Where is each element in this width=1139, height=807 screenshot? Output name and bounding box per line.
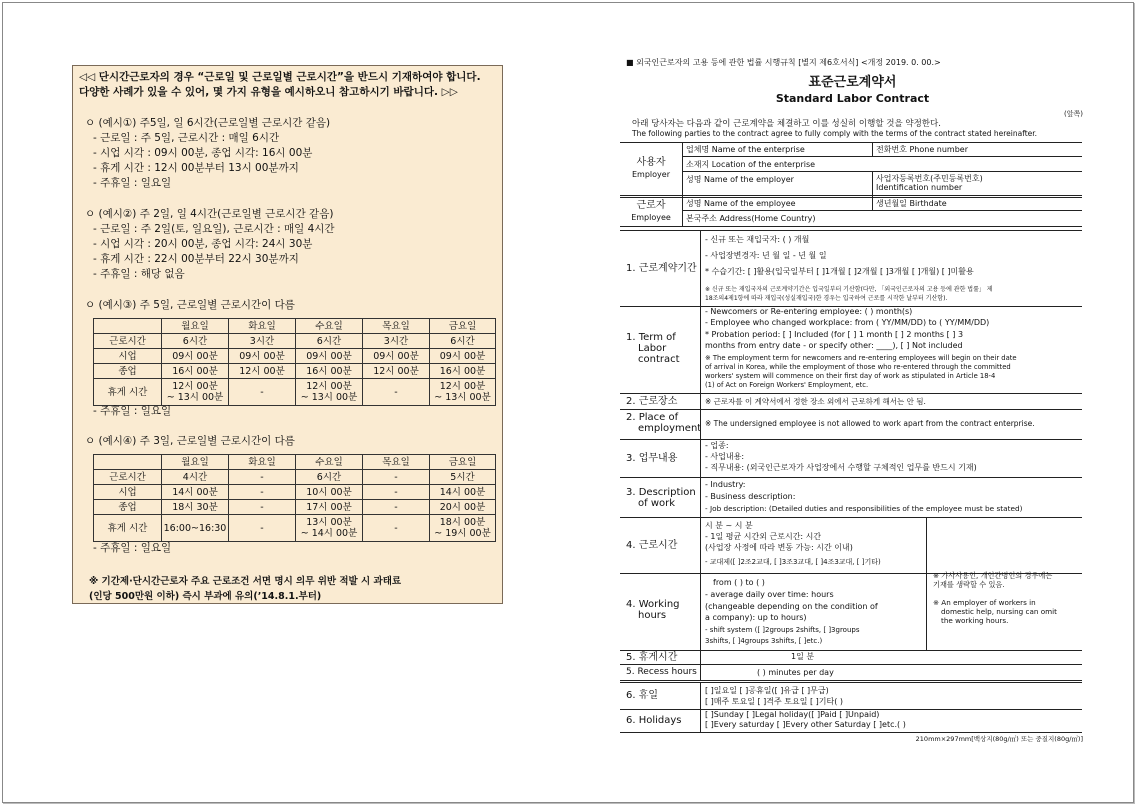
title-line: 4. Working <box>626 599 680 610</box>
table-cell: 09시 00분 <box>162 349 229 364</box>
section-title: 2. 근로장소 <box>626 396 678 407</box>
section-title: 5. Recess hours <box>626 667 697 677</box>
table-header-cell: 목요일 <box>363 319 430 334</box>
table-cell: 09시 00분 <box>430 349 496 364</box>
intro-line: ◁◁ 단시간근로자의 경우 “근로일 및 근로일별 근로시간”을 반드시 기재하여야 합니다. <box>79 71 481 83</box>
table-cell: 12시 00분 ~ 13시 00분 <box>162 379 229 406</box>
section-title: 3. 업무내용 <box>626 453 678 464</box>
table-row-header: 시업 <box>94 485 162 500</box>
hours-omission-note <box>926 517 1082 650</box>
penalty-note <box>89 574 489 604</box>
job-line: - Business description: <box>705 492 796 501</box>
example-heading: ㅇ (예시③) 주 5일, 근로일별 근로시간이 다름 <box>85 299 295 311</box>
note-line: (인당 500만원 이하) 즉시 부과에 유의(’14.8.1.부터) <box>89 591 322 602</box>
intro-line: 다양한 사례가 있을 수 있어, 몇 가지 유형을 예시하오니 참고하시기 바랍니다. ▷▷ <box>79 86 458 98</box>
title-line: employment <box>638 423 702 434</box>
title-line: hours <box>638 610 667 621</box>
table-header-cell: 월요일 <box>162 455 229 470</box>
hours-line: from ( ) to ( ) <box>713 578 765 587</box>
phone-number-field[interactable]: 전화번호 Phone number <box>872 143 1082 157</box>
table-header-cell: 월요일 <box>162 319 229 334</box>
employee-label-en: Employee <box>631 213 671 222</box>
section-contract-term-en <box>620 305 1082 394</box>
table-row <box>94 379 496 406</box>
table-header-cell: 목요일 <box>363 455 430 470</box>
hours-line: (사업장 사정에 따라 변동 가능: 시간 이내) <box>705 543 853 552</box>
table-header-row <box>94 319 496 334</box>
table-header-cell: 화요일 <box>229 319 296 334</box>
table-row <box>94 485 496 500</box>
example-heading: ㅇ (예시②) 주 2일, 일 4시간(근로일별 근로시간 같음) <box>85 208 334 220</box>
example-3-schedule-table <box>93 318 496 406</box>
section-title: 6. 휴일 <box>626 690 659 701</box>
section-title: 1. 근로계약기간 <box>626 263 697 274</box>
table-row <box>94 500 496 515</box>
section-holidays-ko <box>620 682 1082 710</box>
table-cell: 09시 00분 <box>296 349 363 364</box>
example-heading: ㅇ (예시①) 주5일, 일 6시간(근로일별 근로시간 같음) <box>85 117 331 129</box>
example-3-heading-wrap <box>85 298 495 313</box>
section-body <box>700 393 1082 409</box>
table-cell: 6시간 <box>162 334 229 349</box>
table-row <box>94 349 496 364</box>
table-cell: - <box>363 379 430 406</box>
title-korean: 표준근로계약서 <box>808 75 897 90</box>
table-header-cell <box>94 319 162 334</box>
term-note: (1) of Act on Foreign Workers' Employment, etc. <box>705 381 869 389</box>
note-line: domestic help, nursing can omit <box>941 607 1057 616</box>
example-line: - 근로일 : 주 5일, 근로시간 : 매일 6시간 <box>93 132 280 144</box>
section-title: 5. 휴게시간 <box>626 652 678 663</box>
example-4-heading-wrap <box>85 434 495 449</box>
employer-block <box>620 142 1082 198</box>
table-row-header: 근로시간 <box>94 334 162 349</box>
table-cell: - <box>229 515 296 542</box>
note-line: ※ 기간제·단시간근로자 주요 근로조건 서면 명시 의무 위반 적발 시 과태료 <box>89 576 402 587</box>
table-cell: 12시 00분 <box>229 364 296 379</box>
example-line: - 주휴일 : 일요일 <box>93 177 172 189</box>
example-line: - 주휴일 : 해당 없음 <box>93 268 185 280</box>
form-reference: ■ 외국인근로자의 고용 등에 관한 법률 시행규칙 [별지 제6호서식] <개정 2019. 0. 00.> <box>626 58 941 67</box>
table-cell: - <box>229 485 296 500</box>
section-body <box>700 517 926 573</box>
job-line: - Job description: (Detailed duties and responsibilities of the employee must be stated) <box>705 504 1023 513</box>
term-note: ※ 신규 또는 재입국자의 근로계약기간은 입국일부터 기산함(다만, 「외국인근로자의 고용 등에 관한 법률」 제 <box>705 286 993 293</box>
section-body <box>700 305 1082 393</box>
section-recess-en <box>620 664 1082 681</box>
table-header-cell <box>94 455 162 470</box>
term-note: of arrival in Korea, while the employment of those who re-entered through the committed <box>705 363 1011 371</box>
part-time-worker-examples-panel <box>72 65 503 604</box>
term-line: * 수습기간: [ ]활용(입국일부터 [ ]1개월 [ ]2개월 [ ]3개월 [ ]개월) [ ]미활용 <box>705 267 974 276</box>
paper-size-footer: 210mm×297mm[백상지(80g/㎡) 또는 중질지(80g/㎡)] <box>915 735 1083 743</box>
employee-block <box>620 195 1082 227</box>
section-body <box>700 650 926 664</box>
table-cell: 14시 00분 <box>430 485 496 500</box>
recess-line: 1일 분 <box>791 652 815 661</box>
id-label-ko: 사업자등록번호(주민등록번호) <box>876 174 983 183</box>
table-header-cell: 화요일 <box>229 455 296 470</box>
table-cell: - <box>363 500 430 515</box>
id-label-en: Identification number <box>876 183 963 192</box>
title-line: 1. Term of <box>626 332 676 343</box>
example-1 <box>85 116 495 191</box>
preamble-english: The following parties to the contract agree to fully comply with the terms of the contract stated hereinafter. <box>632 129 1038 138</box>
section-title <box>626 599 680 621</box>
note-line: ※ 가사사용인, 개인간병인의 경우에는 <box>933 571 1053 580</box>
holiday-line: [ ]일요일 [ ]공휴일([ ]유급 [ ]무급) <box>705 686 829 695</box>
section-workplace-ko <box>620 393 1082 410</box>
front-page-label: (앞쪽) <box>1064 110 1083 118</box>
employer-label-ko: 사용자 <box>636 157 666 168</box>
section-workplace-en <box>620 409 1082 440</box>
weekly-holiday-note: - 주휴일 : 일요일 <box>93 405 172 417</box>
note-line: ※ An employer of workers in <box>933 598 1036 607</box>
table-cell: 4시간 <box>162 470 229 485</box>
table-cell: 20시 00분 <box>430 500 496 515</box>
example-line: - 휴게 시간 : 12시 00분부터 13시 00분까지 <box>93 162 299 174</box>
table-cell: 6시간 <box>296 334 363 349</box>
table-cell: 17시 00분 <box>296 500 363 515</box>
term-line: * Probation period: [ ] Included (for [ ] 1 month [ ] 2 months [ ] 3 <box>705 330 964 339</box>
section-title: 4. 근로시간 <box>626 540 678 551</box>
preamble-korean: 아래 당사자는 다음과 같이 근로계약을 체결하고 이를 성실히 이행할 것을 약정한다. <box>632 119 941 129</box>
table-row <box>94 334 496 349</box>
table-cell: 6시간 <box>296 470 363 485</box>
table-row <box>94 470 496 485</box>
section-body <box>700 409 1082 439</box>
enterprise-name-field[interactable]: 업체명 Name of the enterprise <box>682 143 872 157</box>
hours-line: - shift system ([ ]2groups 2shifts, [ ]3groups <box>705 626 860 634</box>
table-cell: 09시 00분 <box>229 349 296 364</box>
title-line: contract <box>638 354 680 365</box>
workplace-note: ※ The undersigned employee is not allowed to work apart from the contract enterprise. <box>705 419 1035 428</box>
table-row-header: 휴게 시간 <box>94 379 162 406</box>
examples-intro <box>79 70 499 100</box>
section-body <box>700 573 926 650</box>
example-heading: ㅇ (예시④) 주 3일, 근로일별 근로시간이 다름 <box>85 435 295 447</box>
term-note: ※ The employment term for newcomers and re-entering employees will begin on their date <box>705 354 1017 362</box>
section-body <box>700 708 1082 732</box>
term-note: workers' system will commence on their first day of work as stipulated in Article 18-4 <box>705 372 996 380</box>
section-job-en <box>620 477 1082 518</box>
section-title <box>626 332 680 365</box>
title-line: 3. Description <box>626 487 696 498</box>
table-header-row <box>94 455 496 470</box>
recess-line: ( ) minutes per day <box>757 668 834 677</box>
table-header-cell: 금요일 <box>430 319 496 334</box>
workplace-note: ※ 근로자를 이 계약서에서 정한 장소 외에서 근로하게 해서는 안 됨. <box>705 397 926 406</box>
example-line: - 휴게 시간 : 22시 00분부터 22시 30분까지 <box>93 253 299 265</box>
table-cell: 5시간 <box>430 470 496 485</box>
section-body <box>700 231 1082 306</box>
example-4-schedule-table <box>93 454 496 542</box>
table-cell: - <box>363 485 430 500</box>
table-cell: 3시간 <box>363 334 430 349</box>
table-row <box>94 515 496 542</box>
hours-line: (changeable depending on the condition of <box>705 602 878 611</box>
table-cell: - <box>229 379 296 406</box>
section-recess-ko <box>620 650 1082 665</box>
table-row-header: 근로시간 <box>94 470 162 485</box>
table-cell: - <box>363 515 430 542</box>
section-title <box>626 412 701 434</box>
table-cell: 09시 00분 <box>363 349 430 364</box>
table-cell: 16:00~16:30 <box>162 515 229 542</box>
employer-label <box>620 157 682 181</box>
job-line: - 직무내용: (외국인근로자가 사업장에서 수행할 구체적인 업무를 반드시 기재) <box>705 463 977 472</box>
table-header-cell: 수요일 <box>296 455 363 470</box>
table-cell: 16시 00분 <box>430 364 496 379</box>
title-english: Standard Labor Contract <box>775 92 930 105</box>
term-note: 18조의4제1항에 따라 재입국(성실재입국)한 경우는 입국하여 근로를 시작한 날부터 기산함). <box>705 295 948 302</box>
example-line: - 근로일 : 주 2일(토, 일요일), 근로시간 : 매일 4시간 <box>93 223 335 235</box>
example-2 <box>85 207 495 282</box>
example-line: - 시업 시각 : 20시 00분, 종업 시각: 24시 30분 <box>93 238 313 250</box>
example-line: - 시업 시각 : 09시 00분, 종업 시각: 16시 00분 <box>93 147 313 159</box>
table-row-header: 종업 <box>94 364 162 379</box>
home-address-field[interactable]: 본국주소 Address(Home Country) <box>682 211 1082 226</box>
holiday-line: [ ]Sunday [ ]Legal holiday([ ]Paid [ ]Unpaid) <box>705 710 880 719</box>
weekly-holiday-note: - 주휴일 : 일요일 <box>93 542 172 554</box>
table-cell: 6시간 <box>430 334 496 349</box>
title-line: Labor <box>638 343 667 354</box>
section-title <box>626 487 696 509</box>
table-row-header: 종업 <box>94 500 162 515</box>
table-cell: 12시 00분 ~ 13시 00분 <box>430 379 496 406</box>
table-cell: 16시 00분 <box>296 364 363 379</box>
table-cell: 12시 00분 <box>363 364 430 379</box>
employee-label <box>620 200 682 224</box>
table-header-cell: 수요일 <box>296 319 363 334</box>
hours-line: - average daily over time: hours <box>705 590 834 599</box>
table-cell: 3시간 <box>229 334 296 349</box>
table-cell: - <box>363 470 430 485</box>
hours-line: a company): up to hours) <box>705 613 807 622</box>
section-body <box>700 439 1082 477</box>
table-cell: 18시 00분 ~ 19시 00분 <box>430 515 496 542</box>
holiday-line: [ ]매주 토요일 [ ]격주 토요일 [ ]기타( ) <box>705 697 844 706</box>
job-line: - 사업내용: <box>705 452 745 461</box>
table-cell: 14시 00분 <box>162 485 229 500</box>
section-title: 6. Holidays <box>626 715 682 726</box>
table-row-header: 시업 <box>94 349 162 364</box>
birthdate-field[interactable]: 생년월일 Birthdate <box>872 196 1082 211</box>
section-body <box>700 477 1082 517</box>
employee-label-ko: 근로자 <box>636 200 666 211</box>
section-body <box>700 664 926 680</box>
table-cell: 10시 00분 <box>296 485 363 500</box>
section-holidays-en <box>620 708 1082 733</box>
table-row <box>94 364 496 379</box>
term-line: - 사업장변경자: 년 월 일 - 년 월 일 <box>705 251 827 260</box>
hours-line: - 1일 평균 시간외 근로시간: 시간 <box>705 532 822 541</box>
identification-number-field[interactable] <box>872 172 1082 197</box>
note-line: 기재를 생략할 수 있음. <box>933 580 1005 589</box>
employer-name-field[interactable]: 성명 Name of the employer <box>682 172 872 197</box>
section-job-ko <box>620 439 1082 478</box>
term-line: - Employee who changed workplace: from ( YY/MM/DD) to ( YY/MM/DD) <box>705 318 990 327</box>
table-cell: - <box>229 500 296 515</box>
note-line: the working hours. <box>941 616 1009 625</box>
term-line: - 신규 또는 재입국자: ( ) 개월 <box>705 235 810 244</box>
hours-line: 시 분 ~ 시 분 <box>705 521 753 530</box>
title-line: of work <box>638 498 676 509</box>
title-line: 2. Place of <box>626 412 679 423</box>
table-row-header: 휴게 시간 <box>94 515 162 542</box>
job-line: - 업종: <box>705 441 729 450</box>
section-body <box>700 683 1082 709</box>
table-cell: 12시 00분 ~ 13시 00분 <box>296 379 363 406</box>
term-line: - Newcomers or Re-entering employee: ( ) month(s) <box>705 307 913 316</box>
table-header-cell: 금요일 <box>430 455 496 470</box>
section-contract-term-ko <box>620 230 1082 307</box>
table-cell: - <box>229 470 296 485</box>
hours-line: 3shifts, [ ]4groups 3shifts, [ ]etc.) <box>705 637 823 645</box>
table-cell: 16시 00분 <box>162 364 229 379</box>
table-cell: 18시 30분 <box>162 500 229 515</box>
employer-label-en: Employer <box>632 170 670 179</box>
term-line: months from entry date - or specify other: ____), [ ] Not included <box>705 341 963 350</box>
enterprise-location-field[interactable]: 소재지 Location of the enterprise <box>682 157 1082 172</box>
employee-name-field[interactable]: 성명 Name of the employee <box>682 196 872 211</box>
table-cell: 13시 00분 ~ 14시 00분 <box>296 515 363 542</box>
holiday-line: [ ]Every saturday [ ]Every other Saturday [ ]etc.( ) <box>705 720 906 729</box>
job-line: - Industry: <box>705 480 746 489</box>
hours-line: - 교대제([ ]2조2교대, [ ]3조3교대, [ ]4조3교대, [ ]기타) <box>705 558 881 566</box>
